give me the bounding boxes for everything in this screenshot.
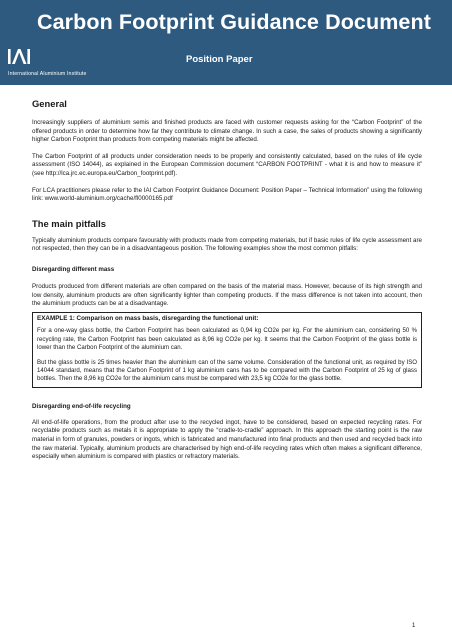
org-name: International Aluminium Institute [8, 71, 87, 77]
iai-logo-mark [8, 47, 30, 67]
example-box [32, 312, 422, 388]
pitfalls-heading: The main pitfalls [32, 217, 106, 229]
general-paragraph-2: The Carbon Footprint of all products under consideration needs to be properly and consistently calculated, based on the rules of life cycle assessment (ISO 14044), as explained in the European Commission document “CARBON FOOTPRINT - what it is and how to measure it” (see http://lca.jrc.ec.europa.eu/Carbon_footprint.pdf). [32, 152, 422, 177]
main-content [32, 98, 422, 462]
page-number: 1 [412, 623, 416, 629]
mass-paragraph: Products produced from different materials are often compared on the basis of the material mass. However, because of its high strength and low density, aluminium products are often significantly lighter than competing products. If the mass difference is not taken into account, then the aluminium products can be at a disadvantage. [32, 282, 422, 308]
document-title: Carbon Footprint Guidance Document [37, 10, 431, 34]
document-subtitle: Position Paper [186, 54, 253, 65]
recycling-paragraph: All end-of-life operations, from the product after use to the recycled ingot, have to be considered, based on expected recycling rates. For recyclable products such as metals it is appropriate to apply the “cradle-to-cradle” approach. In this approach the starting point is the raw material in form of granules, powders or ingots, which is fabricated and manufactured into final products and then used and recycled back into the raw material. Typically, aluminium products are characterised by high end-of-life recycling rates which often makes a significant difference, especially when aluminium is compared with plastics or refractory materials. [32, 418, 422, 461]
mass-heading: Disregarding different mass [32, 265, 115, 273]
example-paragraph-2: But the glass bottle is 25 times heavier than the aluminium can of the same volume. Consideration of the functional unit, as required by ISO 14044 standard, means that the Carbon Footprint of 1 kg aluminium cans has to be compared with the Carbon Footprint of 25 kg of glass bottles. Then the 8,96 kg CO2e for the aluminium cans must be compared with 23,5 kg CO2e for the glass bottle. [37, 358, 417, 383]
example-title: EXAMPLE 1: Comparison on mass basis, disregarding the functional unit: [37, 314, 259, 322]
general-paragraph-1: Increasingly suppliers of aluminium semis and finished products are faced with customer requests asking for the “Carbon Footprint” of the offered products in order to determine how far they contribute to climate change. In such a case, the sales of products showing a significantly higher Carbon Footprint than products from competing materials might be affected. [32, 119, 422, 144]
general-heading: General [32, 98, 67, 109]
pitfalls-paragraph: Typically aluminium products compare favourably with products made from competing materials, but if basic rules of life cycle assessment are not respected, then they can be in a disadvantageous position. The following examples show the most common pitfalls: [32, 236, 422, 253]
header-band [0, 0, 452, 85]
general-paragraph-3: For LCA practitioners please refer to the IAI Carbon Footprint Guidance Document: Position Paper – Technical Information” using the following link: www.world-aluminium.org/cache/fl0000165.pdf [32, 186, 422, 203]
recycling-heading: Disregarding end-of-life recycling [32, 402, 131, 410]
example-paragraph-1: For a one-way glass bottle, the Carbon Footprint has been calculated as 0,94 kg CO2e per kg. For the aluminium can, considering 50 % recycling rate, the Carbon Footprint has been calculated as 8,96 kg CO2e per kg. It seems that the Carbon Footprint of the glass bottle is lower than the Carbon Footprint of the aluminium can. [37, 327, 417, 352]
